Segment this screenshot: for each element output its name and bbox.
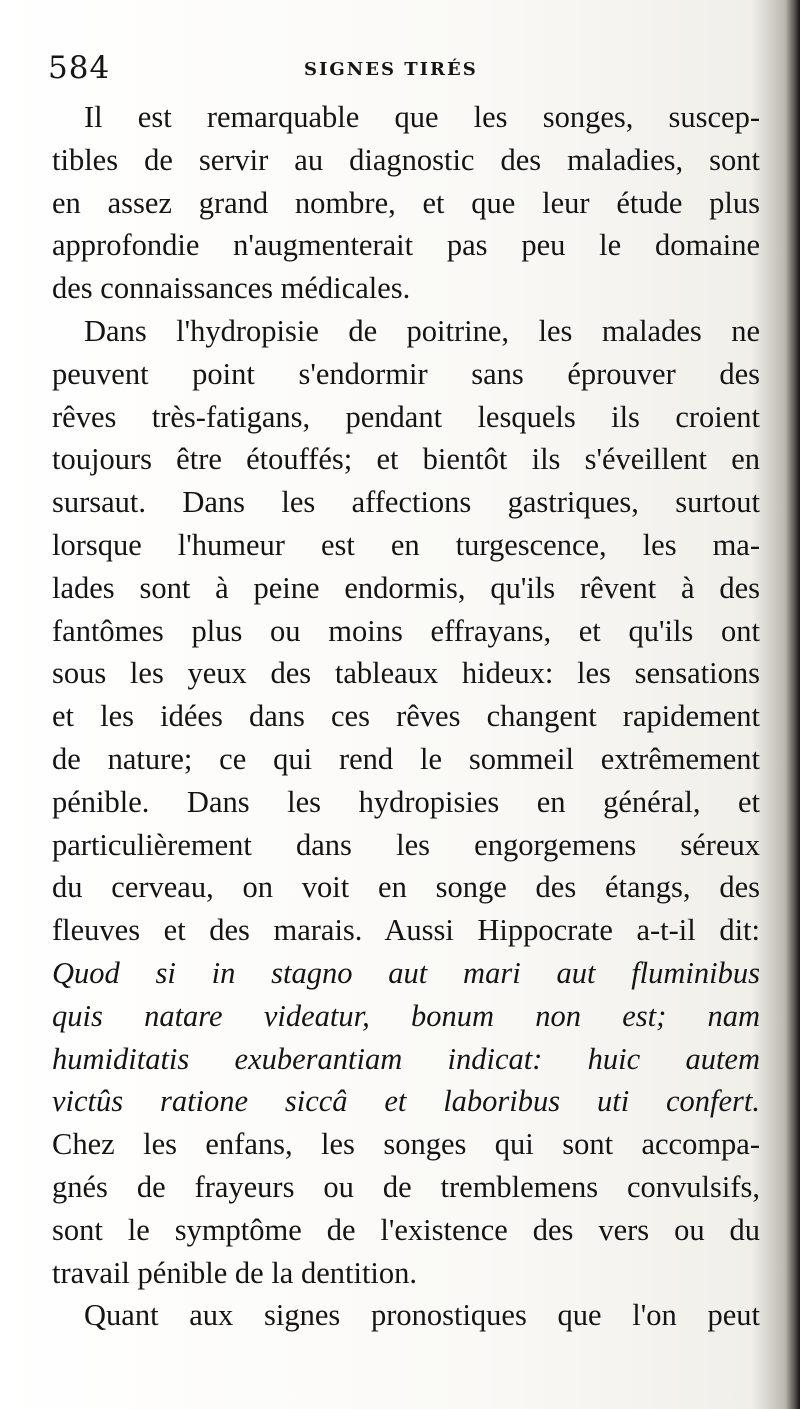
text-line: en assez grand nombre, et que leur étude plus xyxy=(52,185,760,220)
text-line: travail pénible de la dentition. xyxy=(52,1255,418,1290)
text-line: sursaut. Dans les affections gastriques, surtout xyxy=(52,485,760,520)
page-header xyxy=(48,50,760,92)
text-line: Dans l'hydropisie de poitrine, les malades ne xyxy=(84,313,760,348)
page-number: 584 xyxy=(48,50,111,86)
latin-quote-line: Quod si in stagno aut mari aut fluminibus xyxy=(52,955,760,990)
text-line: gnés de frayeurs ou de tremblemens convulsifs, xyxy=(52,1169,760,1204)
latin-quote-line: humiditatis exuberantiam indicat: huic autem xyxy=(52,1041,760,1076)
text-line: rêves très-fatigans, pendant lesquels ils croient xyxy=(52,399,760,434)
text-line: fleuves et des marais. Aussi Hippocrate a-t-il dit: xyxy=(52,913,760,948)
text-line: Chez les enfans, les songes qui sont accompa- xyxy=(52,1127,760,1162)
running-head: SIGNES TIRÉS xyxy=(304,59,478,80)
text-line: approfondie n'augmenterait pas peu le domaine xyxy=(52,228,760,263)
body-text xyxy=(52,96,760,1337)
latin-quote-line: quis natare videatur, bonum non est; nam xyxy=(52,998,760,1033)
text-line: de nature; ce qui rend le sommeil extrêmement xyxy=(52,741,760,776)
text-line: toujours être étouffés; et bientôt ils s'éveillent en xyxy=(52,442,760,477)
text-line: Il est remarquable que les songes, suscep- xyxy=(84,100,760,134)
text-line: tibles de servir au diagnostic des maladies, sont xyxy=(52,142,760,177)
text-line: Quant aux signes pronostiques que l'on peut xyxy=(84,1298,760,1333)
text-line: peuvent point s'endormir sans éprouver des xyxy=(52,356,760,391)
text-line: des connaissances médicales. xyxy=(52,271,411,306)
text-line: sous les yeux des tableaux hideux: les sensations xyxy=(52,656,760,691)
text-line: particulièrement dans les engorgemens séreux xyxy=(52,827,760,862)
text-line: fantômes plus ou moins effrayans, et qu'ils ont xyxy=(52,613,760,648)
text-line: sont le symptôme de l'existence des vers ou du xyxy=(52,1212,760,1247)
text-line: pénible. Dans les hydropisies en général, et xyxy=(52,784,760,819)
text-line: lorsque l'humeur est en turgescence, les ma- xyxy=(52,527,760,562)
text-line: lades sont à peine endormis, qu'ils rêvent à des xyxy=(52,570,760,605)
text-line: et les idées dans ces rêves changent rapidement xyxy=(52,699,760,734)
page-gutter-shadow xyxy=(786,0,800,1409)
latin-quote-line: victûs ratione siccâ et laboribus uti confert. xyxy=(52,1084,760,1119)
text-line: du cerveau, on voit en songe des étangs, des xyxy=(52,870,760,905)
